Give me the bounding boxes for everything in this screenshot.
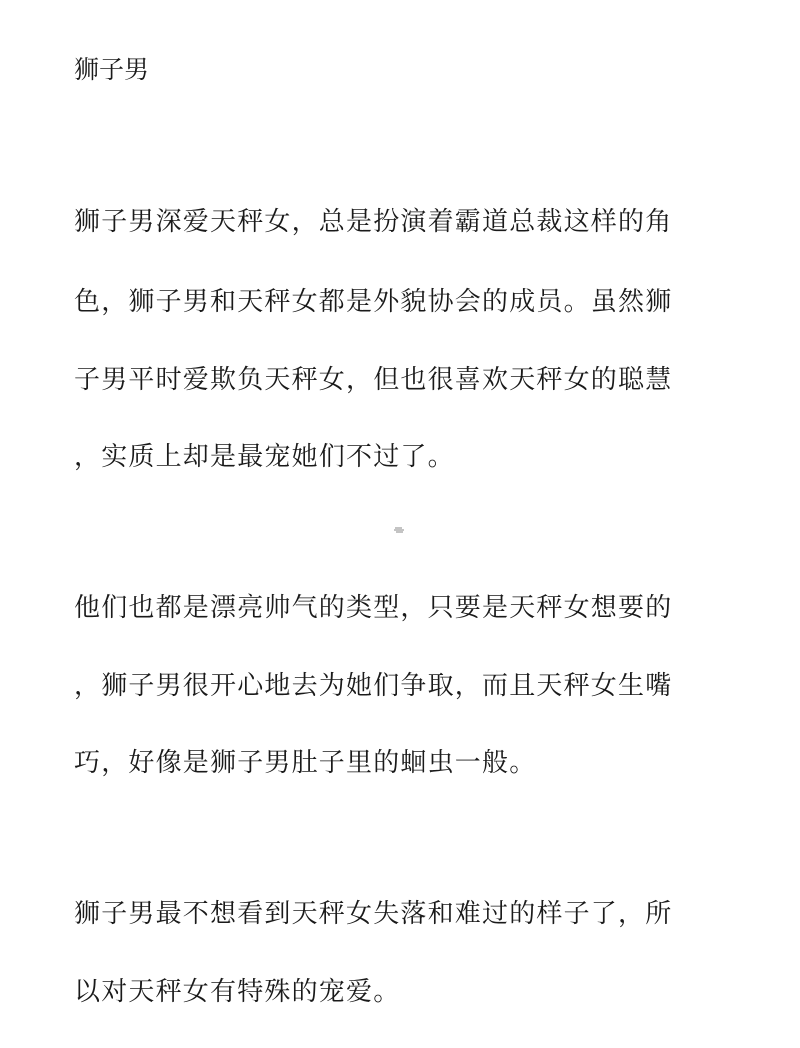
paragraph-line: ，实质上却是最宠她们不过了。 — [74, 442, 455, 472]
paragraph-line: 子男平时爱欺负天秤女，但也很喜欢天秤女的聪慧 — [74, 365, 673, 395]
paragraph-line: 色，狮子男和天秤女都是外貌协会的成员。虽然狮 — [74, 287, 673, 317]
paragraph-line: 狮子男深爱天秤女，总是扮演着霸道总裁这样的角 — [74, 207, 673, 237]
paragraph-line: 狮子男最不想看到天秤女失落和难过的样子了，所 — [74, 899, 673, 929]
separator-mark-icon — [393, 525, 405, 535]
paragraph-line: 以对天秤女有特殊的宠爱。 — [74, 977, 401, 1007]
paragraph-line: ，狮子男很开心地去为她们争取，而且天秤女生嘴 — [74, 671, 673, 701]
paragraph-line: 他们也都是漂亮帅气的类型，只要是天秤女想要的 — [74, 593, 673, 623]
paragraph-line: 巧，好像是狮子男肚子里的蛔虫一般。 — [74, 748, 537, 778]
page-title: 狮子男 — [74, 55, 150, 84]
